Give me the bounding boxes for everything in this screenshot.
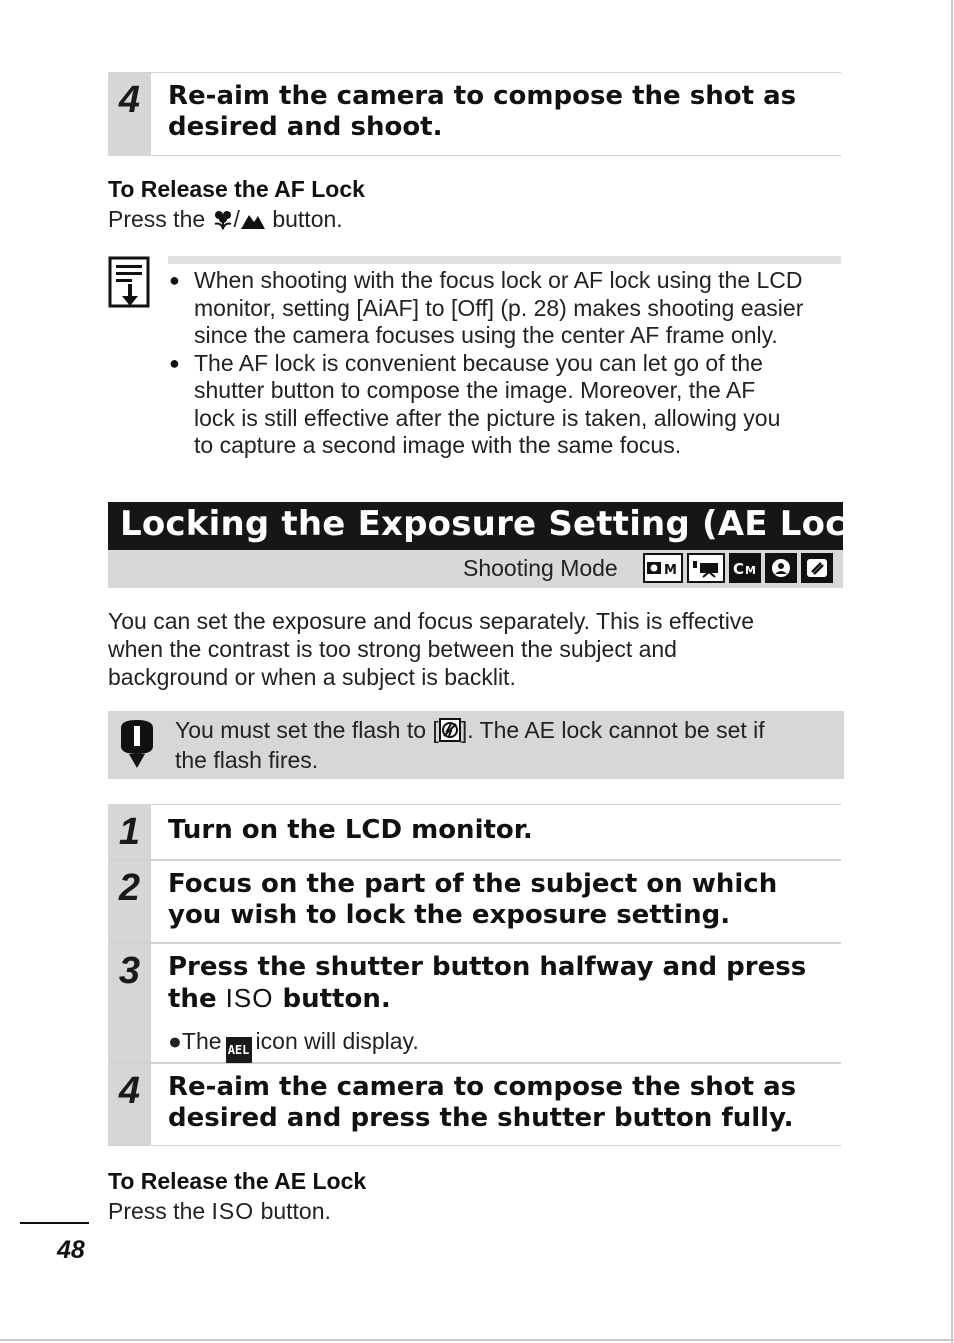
step-title: Focus on the part of the subject on which you wish to lock the exposure setting. <box>168 869 778 930</box>
svg-text:M: M <box>745 564 756 577</box>
step-4 <box>108 1063 841 1146</box>
page-edge <box>951 0 953 1343</box>
note-list <box>194 267 844 460</box>
movie-icon <box>687 553 725 583</box>
step-title: Press the shutter button halfway and press the ISO button. <box>168 952 807 1014</box>
step-3-bullet: ●The AEL icon will display. <box>168 1028 419 1063</box>
custom-icon <box>801 553 833 583</box>
ael-icon: AEL <box>226 1037 252 1063</box>
note-divider <box>168 256 841 264</box>
step-3 <box>108 943 841 1063</box>
step-number: 3 <box>108 944 151 1062</box>
step-title: Re-aim the camera to compose the shot as desired and press the shutter button fully. <box>168 1072 797 1133</box>
flash-off-icon <box>439 718 461 742</box>
list-item: ● The AF lock is convenient because you can let go of the shutter button to compose the image. Moreover, the AF lock is still effective after the picture is taken, allowing you to capture a second image with the same focus. <box>194 350 844 460</box>
camera-m-icon <box>643 553 683 583</box>
svg-text:C: C <box>733 560 745 578</box>
step-number: 4 <box>108 73 151 155</box>
mountain-infinity-icon <box>240 210 266 230</box>
caution-box <box>108 711 844 779</box>
caution-text: You must set the flash to [ ]. The AE lock cannot be set if the flash fires. <box>175 717 765 773</box>
section-banner <box>108 502 885 550</box>
af-release-text: Press the / button. <box>108 206 343 232</box>
section-title: Locking the Exposure Setting (AE Lock) <box>120 504 885 544</box>
c-m-icon <box>729 553 761 583</box>
iso-button-label: ISO <box>225 983 274 1013</box>
ae-release-text: Press the ISO button. <box>108 1198 331 1224</box>
intro-paragraph: You can set the exposure and focus separately. This is effective when the contrast is too strong between the subject and background or when a subject is backlit. <box>108 608 755 690</box>
portrait-icon <box>765 553 797 583</box>
caution-icon <box>115 718 159 772</box>
page-number: 48 <box>57 1236 85 1264</box>
shooting-mode-label: Shooting Mode <box>463 555 618 581</box>
step-title: Turn on the LCD monitor. <box>168 815 533 845</box>
step-number: 2 <box>108 861 151 942</box>
step-1 <box>108 804 841 860</box>
macro-flower-icon <box>212 208 234 230</box>
af-release-heading: To Release the AF Lock <box>108 176 365 202</box>
shooting-mode-bar <box>108 550 843 588</box>
step-number: 4 <box>108 1064 151 1145</box>
list-item: ● When shooting with the focus lock or AF lock using the LCD monitor, setting [AiAF] to [Off] (p. 28) makes shooting easier since the camera focuses using the center AF frame only. <box>194 267 844 350</box>
shooting-mode-icons <box>643 553 833 585</box>
page-edge <box>0 1339 954 1341</box>
step-2 <box>108 860 841 943</box>
step-title: Re-aim the camera to compose the shot as desired and shoot. <box>168 81 797 142</box>
svg-text:M: M <box>664 563 677 578</box>
step-4-shoot <box>108 72 841 156</box>
memo-note-icon <box>108 256 152 310</box>
page-number-rule <box>20 1222 89 1224</box>
step-number: 1 <box>108 805 151 859</box>
ae-release-heading: To Release the AE Lock <box>108 1168 367 1194</box>
iso-button-label: ISO <box>211 1198 255 1224</box>
